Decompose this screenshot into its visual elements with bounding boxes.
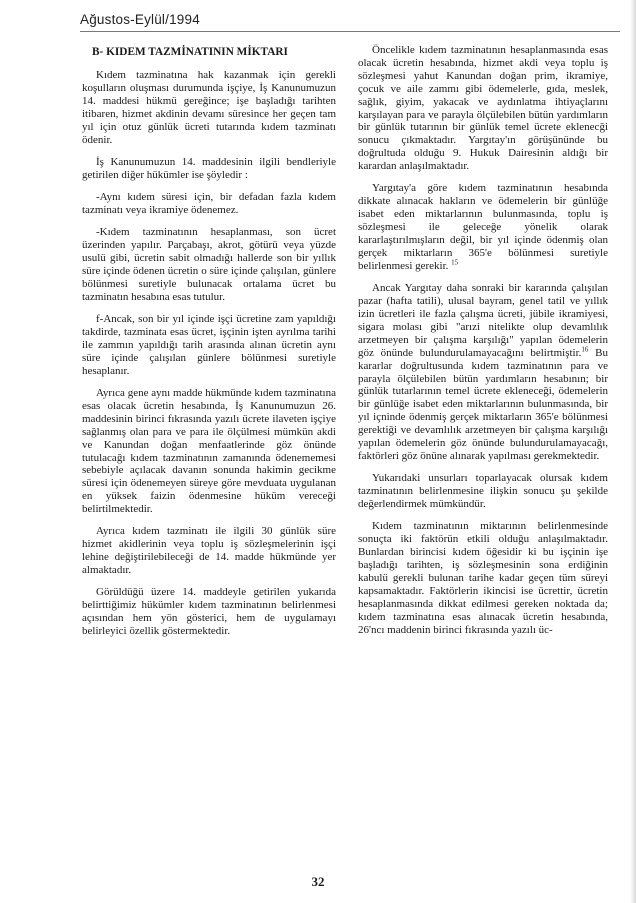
left-text-column bbox=[82, 44, 336, 647]
section-heading: B- KIDEM TAZMİNATININ MİKTARI bbox=[92, 46, 288, 58]
footnote-ref: 15 bbox=[451, 258, 459, 267]
body-paragraph bbox=[358, 44, 608, 173]
right-text-column bbox=[358, 44, 608, 646]
body-paragraph: Görüldüğü üzere 14. maddeyle getirilen yukarıda belirttiğimiz hükümler kıdem tazminatının belirlenmesi açısından hem yön gösterici, hem de uygulamayı belirleyici özellik göstermektedir. bbox=[82, 586, 336, 638]
body-paragraph: -Kıdem tazminatının hesaplanması, son ücret üzerinden yapılır. Parçabaşı, akrot, götürü veya yüzde usulü gibi, ücretin sabit olmadığı hallerde son bir yıllık süre içinde ödenen ücretin o süre içinde çalışılan, günlere bölünmesi suretiyle bulunacak ortalama ücret bu tazminatın hesabına esas tutulur. bbox=[82, 226, 336, 303]
page-number: 32 bbox=[311, 874, 325, 889]
footnote-ref: 16 bbox=[581, 345, 589, 354]
body-paragraph: İş Kanunumuzun 14. maddesinin ilgili bendleriyle getirilen diğer hükümler ise şöyledir : bbox=[82, 155, 336, 181]
paragraph-text: Yukarıdaki unsurları toparlayacak olursak kıdem tazminatının belirlenmesine ilişkin sonucu şu şekilde değerlendirmek mümkündür. bbox=[358, 472, 608, 511]
body-paragraph bbox=[358, 182, 608, 272]
body-paragraph bbox=[358, 472, 608, 511]
paragraph-text: Ancak Yargıtay daha sonraki bir kararında çalışılan pazar (hafta tatili), ulusal bayram, genel tatil ve yıllık izin ücretleri ile fazla çalışma ücreti, jübile ikramiyesi, sigara molası gibi "arızi nitelikte olup devamlılık arzetmeyen bir çalışma karşılığı" yapılan ödemelerin göz önünde bulundurulamayacağını belirtmiştir. bbox=[358, 282, 608, 359]
scan-edge-shadow bbox=[630, 0, 636, 903]
body-paragraph: Ayrıca gene aynı madde hükmünde kıdem tazminatına esas olacak ücretin hesabında, İş Kanunumuzun 26. maddesinin birinci fıkrasında yazılı ücrete ilaveten işçiye sağlanmış olan para ve para ile ölçülmesi mümkün akdi ve Kanundan doğan menfaatlerinde göz önünde tutulacağı kıdem tazminatının zamanında ödenememesi sebebiyle açılacak davanın sonunda hakimin gecikme süresi için ödenemeyen süreye göre mevduata uygulanan en yüksek faizin ödenmesine hüküm vereceği belirtilmektedir. bbox=[82, 386, 336, 516]
body-paragraph bbox=[358, 520, 608, 636]
paragraph-text-continued: Bu kararlar doğrultusunda kıdem tazminatının para ve parayla ölçülebilen bütün yardımların hesabının; bir günlük tutarlarının temel ücrete ekleneceği, ödemelerin bir günlüğe isabet eden miktarlarının bulunmasında, bir yıl içninde ödenmiş gerçek miktarların 365'e bölünmesi gerektiği ve devamlılık arzetmeyen bir çalışma karşılığı yapılan ödemelerin göz önünde bulundurulamayacağı, faktörleri göz önüne alınarak yapılması gerekmektedir. bbox=[358, 346, 608, 462]
body-paragraph: Kıdem tazminatına hak kazanmak için gerekli koşulların oluşması durumunda işçiye, İş Kanunumuzun 14. maddesi hükmü gereğince; işe başladığı tarihten itibaren, hizmet akdinin devamı süresince her geçen tam yıl için otuz günlük ücreti tutarında kıdem tazminatı ödenir. bbox=[82, 69, 336, 146]
running-header-title: Ağustos-Eylül/1994 bbox=[80, 12, 200, 27]
paragraph-text: Öncelikle kıdem tazminatının hesaplanmasında esas olacak ücretin hesabında, hizmet akdi veya toplu iş sözleşmesi yahut Kanundan doğan prim, ikramiye, çocuk ve aile zammı gibi ödemelerle, gıda, meslek, sağlık, giyim, yakacak ve aydınlatma ihtiyaçlarını karşılayan para ve parayla ölçülebilen bütün yardımların bir günlük tutarının bir günlük temel ücrete eklenecği sonucu çıkmaktadır. Yargıtay'ın görüşününde bu doğrultuda olduğu 9. Hukuk Dairesinin aldığı bir karardan anlaşılmaktadır. bbox=[358, 44, 608, 173]
paragraph-text: Yargıtay'a göre kıdem tazminatının hesabında dikkate alınacak hakların ve ödemelerin bir günlüğe isabet eden miktarlarının bulunmasında, toplu iş sözleşmesi ile geleceğe yönelik olarak kararlaştırılmışların değil, bir yıl içinde ödenmiş olan gerçek miktarların 365'e bölünmesi suretiyle belirlenmesi gerekir. bbox=[358, 182, 608, 272]
paragraph-text: Kıdem tazminatının miktarının belirlenmesinde sonuçta iki faktörün etkili olduğu anlaşılmaktadır. Bunlardan birincisi kıdem öğesidir ki bu işçinin işe başladığı tarihten, iş sözleşmesinin sona erdiğinin kabulü gerekli bulunan tarihe kadar geçen tüm süreyi kapsamaktadır. Faktörlerin ikincisi ise ücrettir, ücretin hesaplanmasında dikkat edilmesi gereken noktada da; kıdem tazminatına esas alınacak ücretin hesabında, 26'ncı maddenin birinci fıkrasında yazılı üc- bbox=[358, 520, 608, 636]
body-paragraph: f-Ancak, son bir yıl içinde işçi ücretine zam yapıldığı takdirde, tazminata esas ücret, işçinin işten ayrılma tarihi ile zammın yapıldığı tarih arasında alınan ücretin aynı süre içinde çalışılan günlere bölünmesi suretiyle hesaplanır. bbox=[82, 313, 336, 377]
header-rule bbox=[80, 31, 620, 32]
body-paragraph: Ayrıca kıdem tazminatı ile ilgili 30 günlük süre hizmet akidlerinin veya toplu iş sözleşmelerinin işçi lehine değiştirilebileceği de 14. madde hükmünde yer almaktadır. bbox=[82, 525, 336, 577]
body-paragraph bbox=[358, 282, 608, 463]
body-paragraph: -Aynı kıdem süresi için, bir defadan fazla kıdem tazminatı veya ikramiye ödenemez. bbox=[82, 191, 336, 216]
